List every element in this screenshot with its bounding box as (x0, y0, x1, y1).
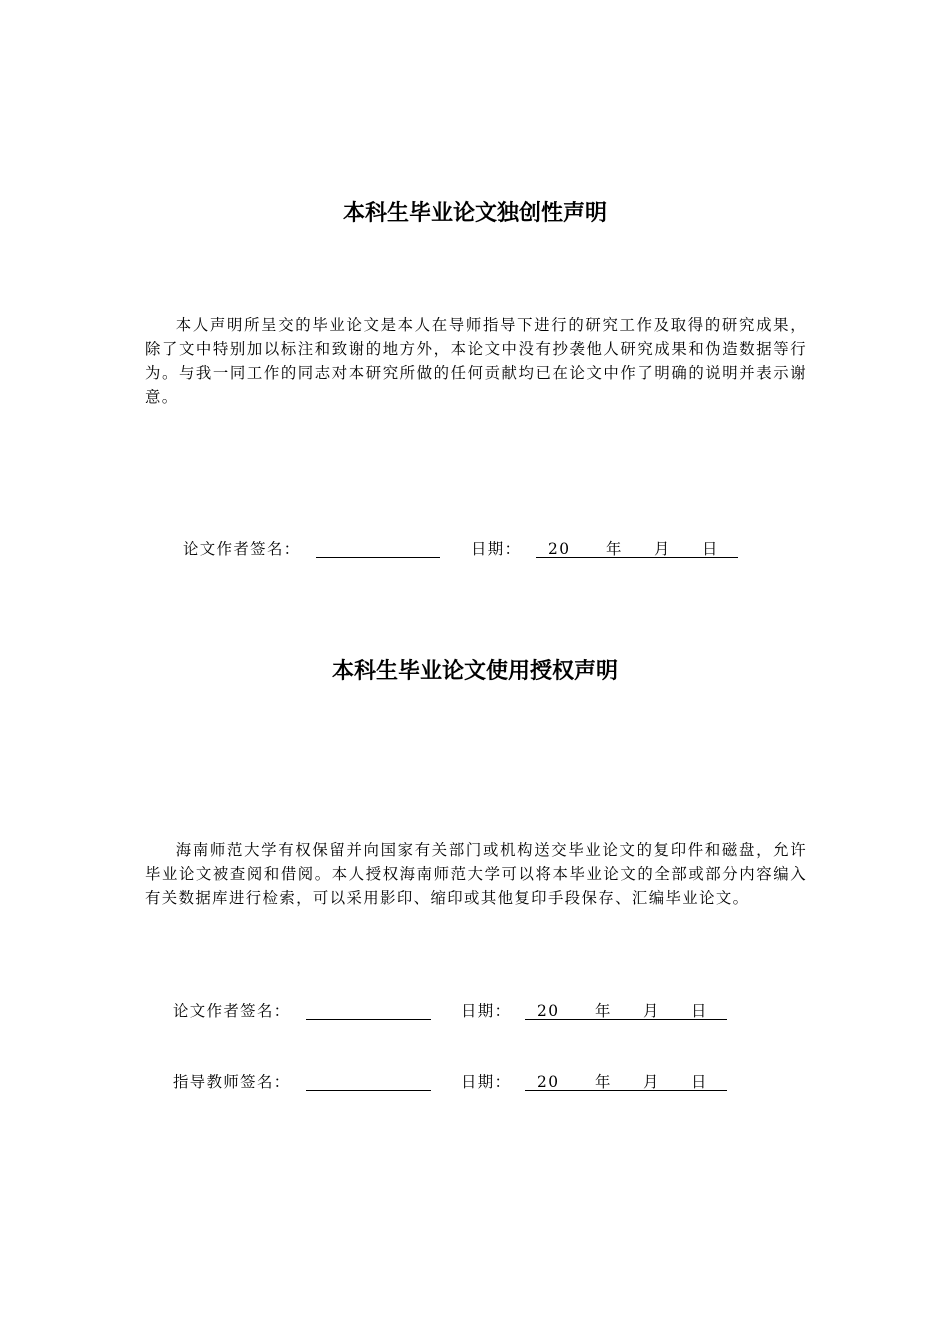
authorization-statement-body: 海南师范大学有权保留并向国家有关部门或机构送交毕业论文的复印件和磁盘，允许毕业论文被查阅和借阅。本人授权海南师范大学可以将本毕业论文的全部或部分内容编入有关数据库进行检索，可以采用影印、缩印或其他复印手段保存、汇编毕业论文。 (145, 841, 807, 907)
date-day-label: 日 (691, 1002, 708, 1020)
date-month-label: 月 (643, 1002, 660, 1020)
date-label: 日期： (471, 540, 522, 558)
originality-signature-row (183, 538, 743, 560)
date-label: 日期： (461, 1073, 512, 1091)
date-year-prefix: 20 (537, 1073, 560, 1091)
date-year-label: 年 (595, 1073, 612, 1091)
advisor-signature-field[interactable] (306, 1090, 431, 1091)
authorization-advisor-signature-row (173, 1071, 733, 1093)
advisor-signature-label: 指导教师签名： (173, 1073, 291, 1091)
originality-statement-title: 本科生毕业论文独创性声明 (342, 201, 607, 226)
date-day-label: 日 (702, 540, 719, 558)
author-signature-field[interactable] (316, 557, 440, 558)
date-month-label: 月 (643, 1073, 660, 1091)
date-month-label: 月 (654, 540, 671, 558)
date-year-prefix: 20 (537, 1002, 560, 1020)
author-signature-label: 论文作者签名： (173, 1002, 291, 1020)
date-day-label: 日 (691, 1073, 708, 1091)
author-signature-label: 论文作者签名： (183, 540, 301, 558)
date-year-prefix: 20 (548, 540, 571, 558)
date-year-label: 年 (595, 1002, 612, 1020)
authorization-author-signature-row (173, 1000, 733, 1022)
date-year-label: 年 (606, 540, 623, 558)
author-signature-field[interactable] (306, 1019, 431, 1020)
date-label: 日期： (461, 1002, 512, 1020)
authorization-statement-title: 本科生毕业论文使用授权声明 (331, 659, 618, 684)
originality-statement-body: 本人声明所呈交的毕业论文是本人在导师指导下进行的研究工作及取得的研究成果，除了文中特别加以标注和致谢的地方外，本论文中没有抄袭他人研究成果和伪造数据等行为。与我一同工作的同志对本研究所做的任何贡献均已在论文中作了明确的说明并表示谢意。 (145, 316, 807, 406)
